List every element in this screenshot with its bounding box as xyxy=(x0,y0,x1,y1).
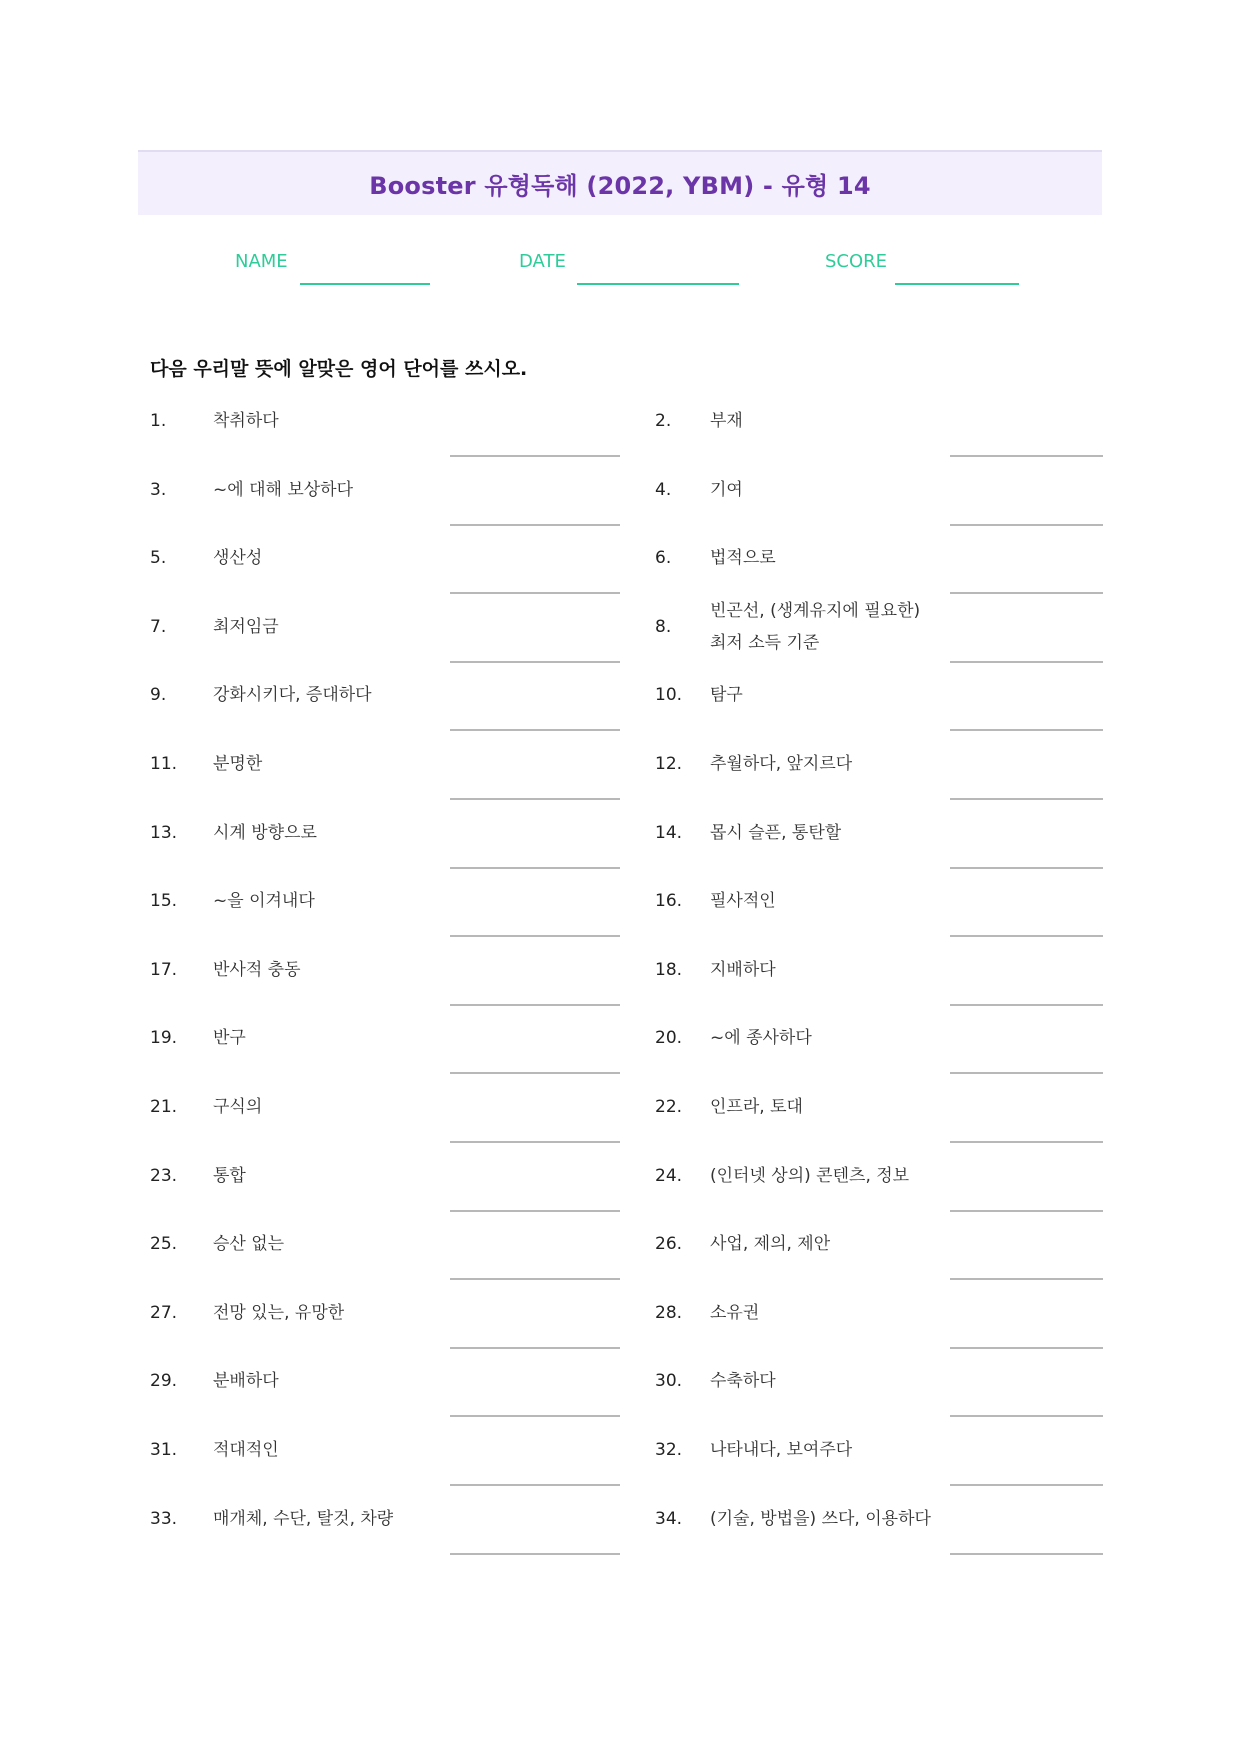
item-term-text: ~을 이겨내다 xyxy=(213,891,315,911)
item-number: 24. xyxy=(655,1166,683,1186)
item-term-text: 착취하다 xyxy=(213,411,279,431)
item-number: 3. xyxy=(150,480,167,500)
title-bar xyxy=(138,150,1102,215)
item-term xyxy=(710,1416,852,1484)
item-term xyxy=(710,1347,776,1415)
item-number: 28. xyxy=(655,1303,683,1323)
item-term-text: 추월하다, 앞지르다 xyxy=(710,754,853,774)
vocab-item xyxy=(0,936,1240,1004)
item-number: 16. xyxy=(655,891,683,911)
item-number: 19. xyxy=(150,1028,178,1048)
item-term-text: ~에 대해 보상하다 xyxy=(213,480,354,500)
item-term-text: 분명한 xyxy=(213,754,263,774)
item-number: 1. xyxy=(150,411,167,431)
item-number: 25. xyxy=(150,1234,178,1254)
item-term-text: 기여 xyxy=(710,480,743,500)
item-term-text: 소유권 xyxy=(710,1303,760,1323)
item-number: 18. xyxy=(655,960,683,980)
item-term xyxy=(710,661,743,729)
item-term-text: 최저임금 xyxy=(213,617,279,637)
score-field[interactable] xyxy=(895,283,1019,285)
vocab-item xyxy=(0,730,1240,798)
item-term xyxy=(710,1142,909,1210)
item-number: 5. xyxy=(150,548,167,568)
instruction-text: 다음 우리말 뜻에 알맞은 영어 단어를 쓰시오. xyxy=(150,358,528,380)
item-term-text: ~에 종사하다 xyxy=(710,1028,812,1048)
item-term-text: (인터넷 상의) 콘텐츠, 정보 xyxy=(710,1166,910,1186)
vocab-item xyxy=(0,1142,1240,1210)
item-term xyxy=(710,524,776,592)
item-number: 13. xyxy=(150,823,178,843)
item-number: 12. xyxy=(655,754,683,774)
item-term xyxy=(710,456,743,524)
item-term xyxy=(710,1073,803,1141)
item-term-text: 나타내다, 보여주다 xyxy=(710,1440,853,1460)
name-field[interactable] xyxy=(300,283,430,285)
vocab-item xyxy=(0,1347,1240,1415)
item-term xyxy=(710,799,841,867)
vocab-item xyxy=(0,387,1240,455)
item-term-text: (기술, 방법을) 쓰다, 이용하다 xyxy=(710,1509,931,1529)
page-title: Booster 유형독해 (2022, YBM) - 유형 14 xyxy=(369,172,871,200)
item-term-text: 전망 있는, 유망한 xyxy=(213,1303,345,1323)
item-term xyxy=(710,1004,812,1072)
item-term-text-line2: 최저 소득 기준 xyxy=(710,633,820,653)
name-label: NAME xyxy=(235,251,288,272)
item-term-text: 강화시키다, 증대하다 xyxy=(213,685,372,705)
item-term xyxy=(710,730,852,798)
vocab-item xyxy=(0,593,1240,661)
vocab-item xyxy=(0,1004,1240,1072)
item-number: 32. xyxy=(655,1440,683,1460)
item-term-text: 부재 xyxy=(710,411,743,431)
item-term-text: 몹시 슬픈, 통탄할 xyxy=(710,823,842,843)
item-number: 21. xyxy=(150,1097,178,1117)
item-term-text: 인프라, 토대 xyxy=(710,1097,803,1117)
item-number: 15. xyxy=(150,891,178,911)
item-number: 17. xyxy=(150,960,178,980)
item-number: 20. xyxy=(655,1028,683,1048)
item-term-text: 수축하다 xyxy=(710,1371,776,1391)
item-number: 30. xyxy=(655,1371,683,1391)
vocab-item xyxy=(0,799,1240,867)
date-field[interactable] xyxy=(577,283,739,285)
item-number: 29. xyxy=(150,1371,178,1391)
item-number: 34. xyxy=(655,1509,683,1529)
vocab-item xyxy=(0,1073,1240,1141)
item-term xyxy=(710,936,776,1004)
item-term-text: 분배하다 xyxy=(213,1371,279,1391)
item-term-text: 지배하다 xyxy=(710,960,776,980)
item-number: 31. xyxy=(150,1440,178,1460)
item-term-text: 빈곤선, (생계유지에 필요한) xyxy=(710,601,921,621)
date-label: DATE xyxy=(519,251,566,272)
answer-line[interactable] xyxy=(950,1553,1103,1555)
item-number: 14. xyxy=(655,823,683,843)
item-number: 4. xyxy=(655,480,672,500)
item-number: 33. xyxy=(150,1509,178,1529)
item-term xyxy=(710,867,776,935)
item-term-text: 반구 xyxy=(213,1028,246,1048)
vocab-item xyxy=(0,1416,1240,1484)
item-number: 9. xyxy=(150,685,167,705)
vocab-item xyxy=(0,867,1240,935)
item-term-text: 구식의 xyxy=(213,1097,263,1117)
item-term-text: 적대적인 xyxy=(213,1440,279,1460)
item-term xyxy=(710,593,920,661)
item-number: 7. xyxy=(150,617,167,637)
score-label: SCORE xyxy=(825,251,888,272)
vocab-item xyxy=(0,456,1240,524)
item-term xyxy=(710,387,743,455)
item-term-text: 시계 방향으로 xyxy=(213,823,317,843)
vocab-item xyxy=(0,1279,1240,1347)
vocab-item xyxy=(0,524,1240,592)
item-term xyxy=(710,1485,931,1553)
item-number: 27. xyxy=(150,1303,178,1323)
item-number: 8. xyxy=(655,617,672,637)
item-term-text: 필사적인 xyxy=(710,891,776,911)
item-term-text: 법적으로 xyxy=(710,548,776,568)
item-term-text: 생산성 xyxy=(213,548,263,568)
item-term-text: 통합 xyxy=(213,1166,246,1186)
item-term xyxy=(710,1279,759,1347)
item-term-text: 사업, 제의, 제안 xyxy=(710,1234,831,1254)
item-number: 11. xyxy=(150,754,178,774)
item-term-text: 반사적 충동 xyxy=(213,960,301,980)
answer-line[interactable] xyxy=(450,1553,620,1555)
item-number: 22. xyxy=(655,1097,683,1117)
vocab-item xyxy=(0,661,1240,729)
vocab-item xyxy=(0,1485,1240,1553)
item-term-text: 매개체, 수단, 탈것, 차량 xyxy=(213,1509,394,1529)
item-number: 2. xyxy=(655,411,672,431)
item-term-text: 승산 없는 xyxy=(213,1234,285,1254)
vocab-item xyxy=(0,1210,1240,1278)
item-number: 10. xyxy=(655,685,683,705)
item-term xyxy=(710,1210,830,1278)
item-number: 23. xyxy=(150,1166,178,1186)
item-number: 6. xyxy=(655,548,672,568)
item-term-text: 탐구 xyxy=(710,685,743,705)
item-number: 26. xyxy=(655,1234,683,1254)
